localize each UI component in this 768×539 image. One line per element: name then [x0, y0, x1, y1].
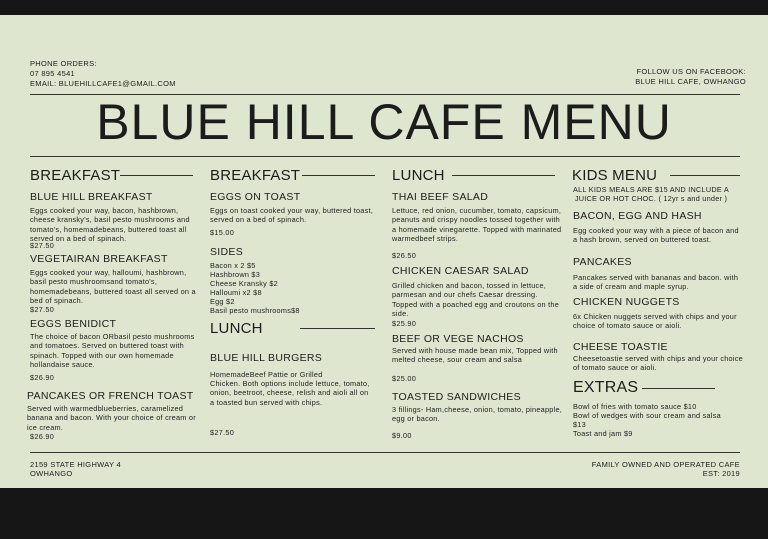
- menu-item-desc: Eggs on toast cooked your way, buttered toast, served on a bed of spinach.: [210, 206, 374, 225]
- footer-divider: [30, 452, 740, 453]
- side-item: Bacon x 2 $5: [210, 261, 256, 270]
- extras-heading: EXTRAS: [573, 379, 639, 396]
- extra-item: Toast and jam $9: [573, 429, 633, 438]
- menu-item-name: TOASTED SANDWICHES: [392, 391, 521, 403]
- sides-heading: SIDES: [210, 246, 244, 258]
- menu-item-name: CHICKEN CAESAR SALAD: [392, 265, 529, 277]
- facebook-label: FOLLOW US ON FACEBOOK:: [636, 67, 746, 76]
- facebook-name: BLUE HILL CAFE, OWHANGO: [635, 77, 746, 86]
- kids-note: ALL KIDS MEALS ARE $15 AND INCLUDE A JUICE OR HOT CHOC. ( 12yr s and under ): [573, 185, 729, 204]
- menu-item-price: $27.50: [210, 428, 235, 437]
- title-divider: [30, 156, 740, 157]
- menu-item-desc: Lettuce, red onion, cucumber, tomato, capsicum, peanuts and crispy noodles tossed together with a homemade vinegarette. Topped with marinated warmedbeef strips.: [392, 206, 562, 243]
- menu-item-desc: 6x Chicken nuggets served with chips and your choice of tomato sauce or aioli.: [573, 312, 737, 331]
- family-owned: FAMILY OWNED AND OPERATED CAFE: [591, 460, 740, 469]
- heading-rule: [302, 175, 375, 176]
- menu-item-desc: Eggs cooked your way, halloumi, hashbrown, basil pesto mushroomsand tomato's, homemadebeans, buttered toast all served on a bed of spinach.: [30, 268, 196, 305]
- menu-item-name: VEGETAIRAN BREAKFAST: [30, 253, 168, 265]
- menu-item-price: $27.50: [30, 305, 55, 314]
- side-item: Hashbrown $3: [210, 270, 261, 279]
- menu-item-price: $26.90: [30, 432, 55, 441]
- menu-item-desc: Eggs cooked your way, bacon, hashbrown, cheese kransky's, basil pesto mushrooms and tomato's, homemadebeans, buttered toast all served on a bed of spinach.: [30, 206, 190, 243]
- menu-item-name: EGGS ON TOAST: [210, 191, 301, 203]
- menu-item-desc: The choice of bacon ORbasil pesto mushrooms and tomatoes. Served on buttered toast with spinach. Topped with our own homemade hollandaise sauce.: [30, 332, 195, 369]
- menu-item-price: $25.90: [392, 319, 417, 328]
- menu-item-desc: Chicken. Both options include lettuce, tomato, onion, beetroot, cheese, relish and aioli all on a toasted bun served with chips.: [210, 379, 370, 407]
- established: EST: 2019: [702, 469, 740, 478]
- menu-item-name: CHEESE TOASTIE: [573, 341, 668, 353]
- heading-rule: [300, 328, 375, 329]
- lunch-heading-2: LUNCH: [210, 320, 263, 337]
- side-item: Halloumi x2 $8: [210, 288, 262, 297]
- side-item: Basil pesto mushrooms$8: [210, 306, 300, 315]
- extra-item: Bowl of wedges with sour cream and salsa $13: [573, 411, 721, 430]
- heading-rule: [120, 175, 193, 176]
- side-item: Egg $2: [210, 297, 235, 306]
- menu-item-price: $27.50: [30, 241, 55, 250]
- side-item: Cheese Kransky $2: [210, 279, 278, 288]
- menu-item-name: EGGS BENIDICT: [30, 318, 117, 330]
- heading-rule: [642, 388, 715, 389]
- menu-item-desc: Pancakes served with bananas and bacon. with a side of cream and maple syrup.: [573, 273, 739, 292]
- menu-item-price: $9.00: [392, 431, 412, 440]
- menu-item-name: BLUE HILL BREAKFAST: [30, 191, 153, 203]
- menu-item-price: $15.00: [210, 228, 235, 237]
- heading-rule: [670, 175, 740, 176]
- menu-item-price: $26.50: [392, 251, 417, 260]
- menu-item-name: CHICKEN NUGGETS: [573, 296, 680, 308]
- menu-item-name: PANCAKES OR FRENCH TOAST: [27, 390, 194, 402]
- menu-item-name: THAI BEEF SALAD: [392, 191, 489, 203]
- menu-item-desc: Served with house made bean mix, Topped with melted cheese, sour cream and salsa: [392, 346, 558, 365]
- kids-menu-heading: KIDS MENU: [572, 167, 658, 184]
- email: EMAIL: BLUEHILLCAFE1@GMAIL.COM: [30, 79, 176, 88]
- menu-item-desc: Egg cooked your way with a piece of bacon and a hash brown, served on buttered toast.: [573, 226, 739, 245]
- address-line-1: 2159 STATE HIGHWAY 4: [30, 460, 122, 469]
- menu-item-desc: Cheesetoastie served with chips and your choice of tomato sauce or aioli.: [573, 354, 743, 373]
- menu-item-name: BLUE HILL BURGERS: [210, 352, 323, 364]
- heading-rule: [452, 175, 555, 176]
- menu-item-desc: HomemadeBeef Pattie or Grilled: [210, 370, 323, 379]
- breakfast-heading-2: BREAKFAST: [210, 167, 301, 184]
- phone-number: 07 895 4541: [30, 69, 76, 78]
- breakfast-heading: BREAKFAST: [30, 167, 121, 184]
- page-title: BLUE HILL CAFE MENU: [96, 94, 672, 150]
- menu-item-desc: Grilled chicken and bacon, tossed in lettuce, parmesan and our chefs Caesar dressing. Topped with a poached egg and croutons on the side.: [392, 281, 560, 318]
- menu-item-desc: Served with warmedblueberries, caramelized banana and bacon. With your choice of cream or ice cream.: [27, 404, 196, 432]
- address-line-2: OWHANGO: [30, 469, 73, 478]
- extra-item: Bowl of fries with tomato sauce $10: [573, 402, 697, 411]
- phone-orders-label: PHONE ORDERS:: [30, 59, 97, 68]
- menu-item-name: PANCAKES: [573, 256, 632, 268]
- menu-item-price: $26.90: [30, 373, 55, 382]
- menu-item-name: BEEF OR VEGE NACHOS: [392, 333, 524, 345]
- menu-page: [0, 15, 768, 488]
- lunch-heading: LUNCH: [392, 167, 445, 184]
- menu-item-name: BACON, EGG AND HASH: [573, 210, 702, 222]
- menu-item-desc: 3 fillings- Ham,cheese, onion, tomato, pineapple, egg or bacon.: [392, 405, 563, 424]
- menu-item-price: $25.00: [392, 374, 417, 383]
